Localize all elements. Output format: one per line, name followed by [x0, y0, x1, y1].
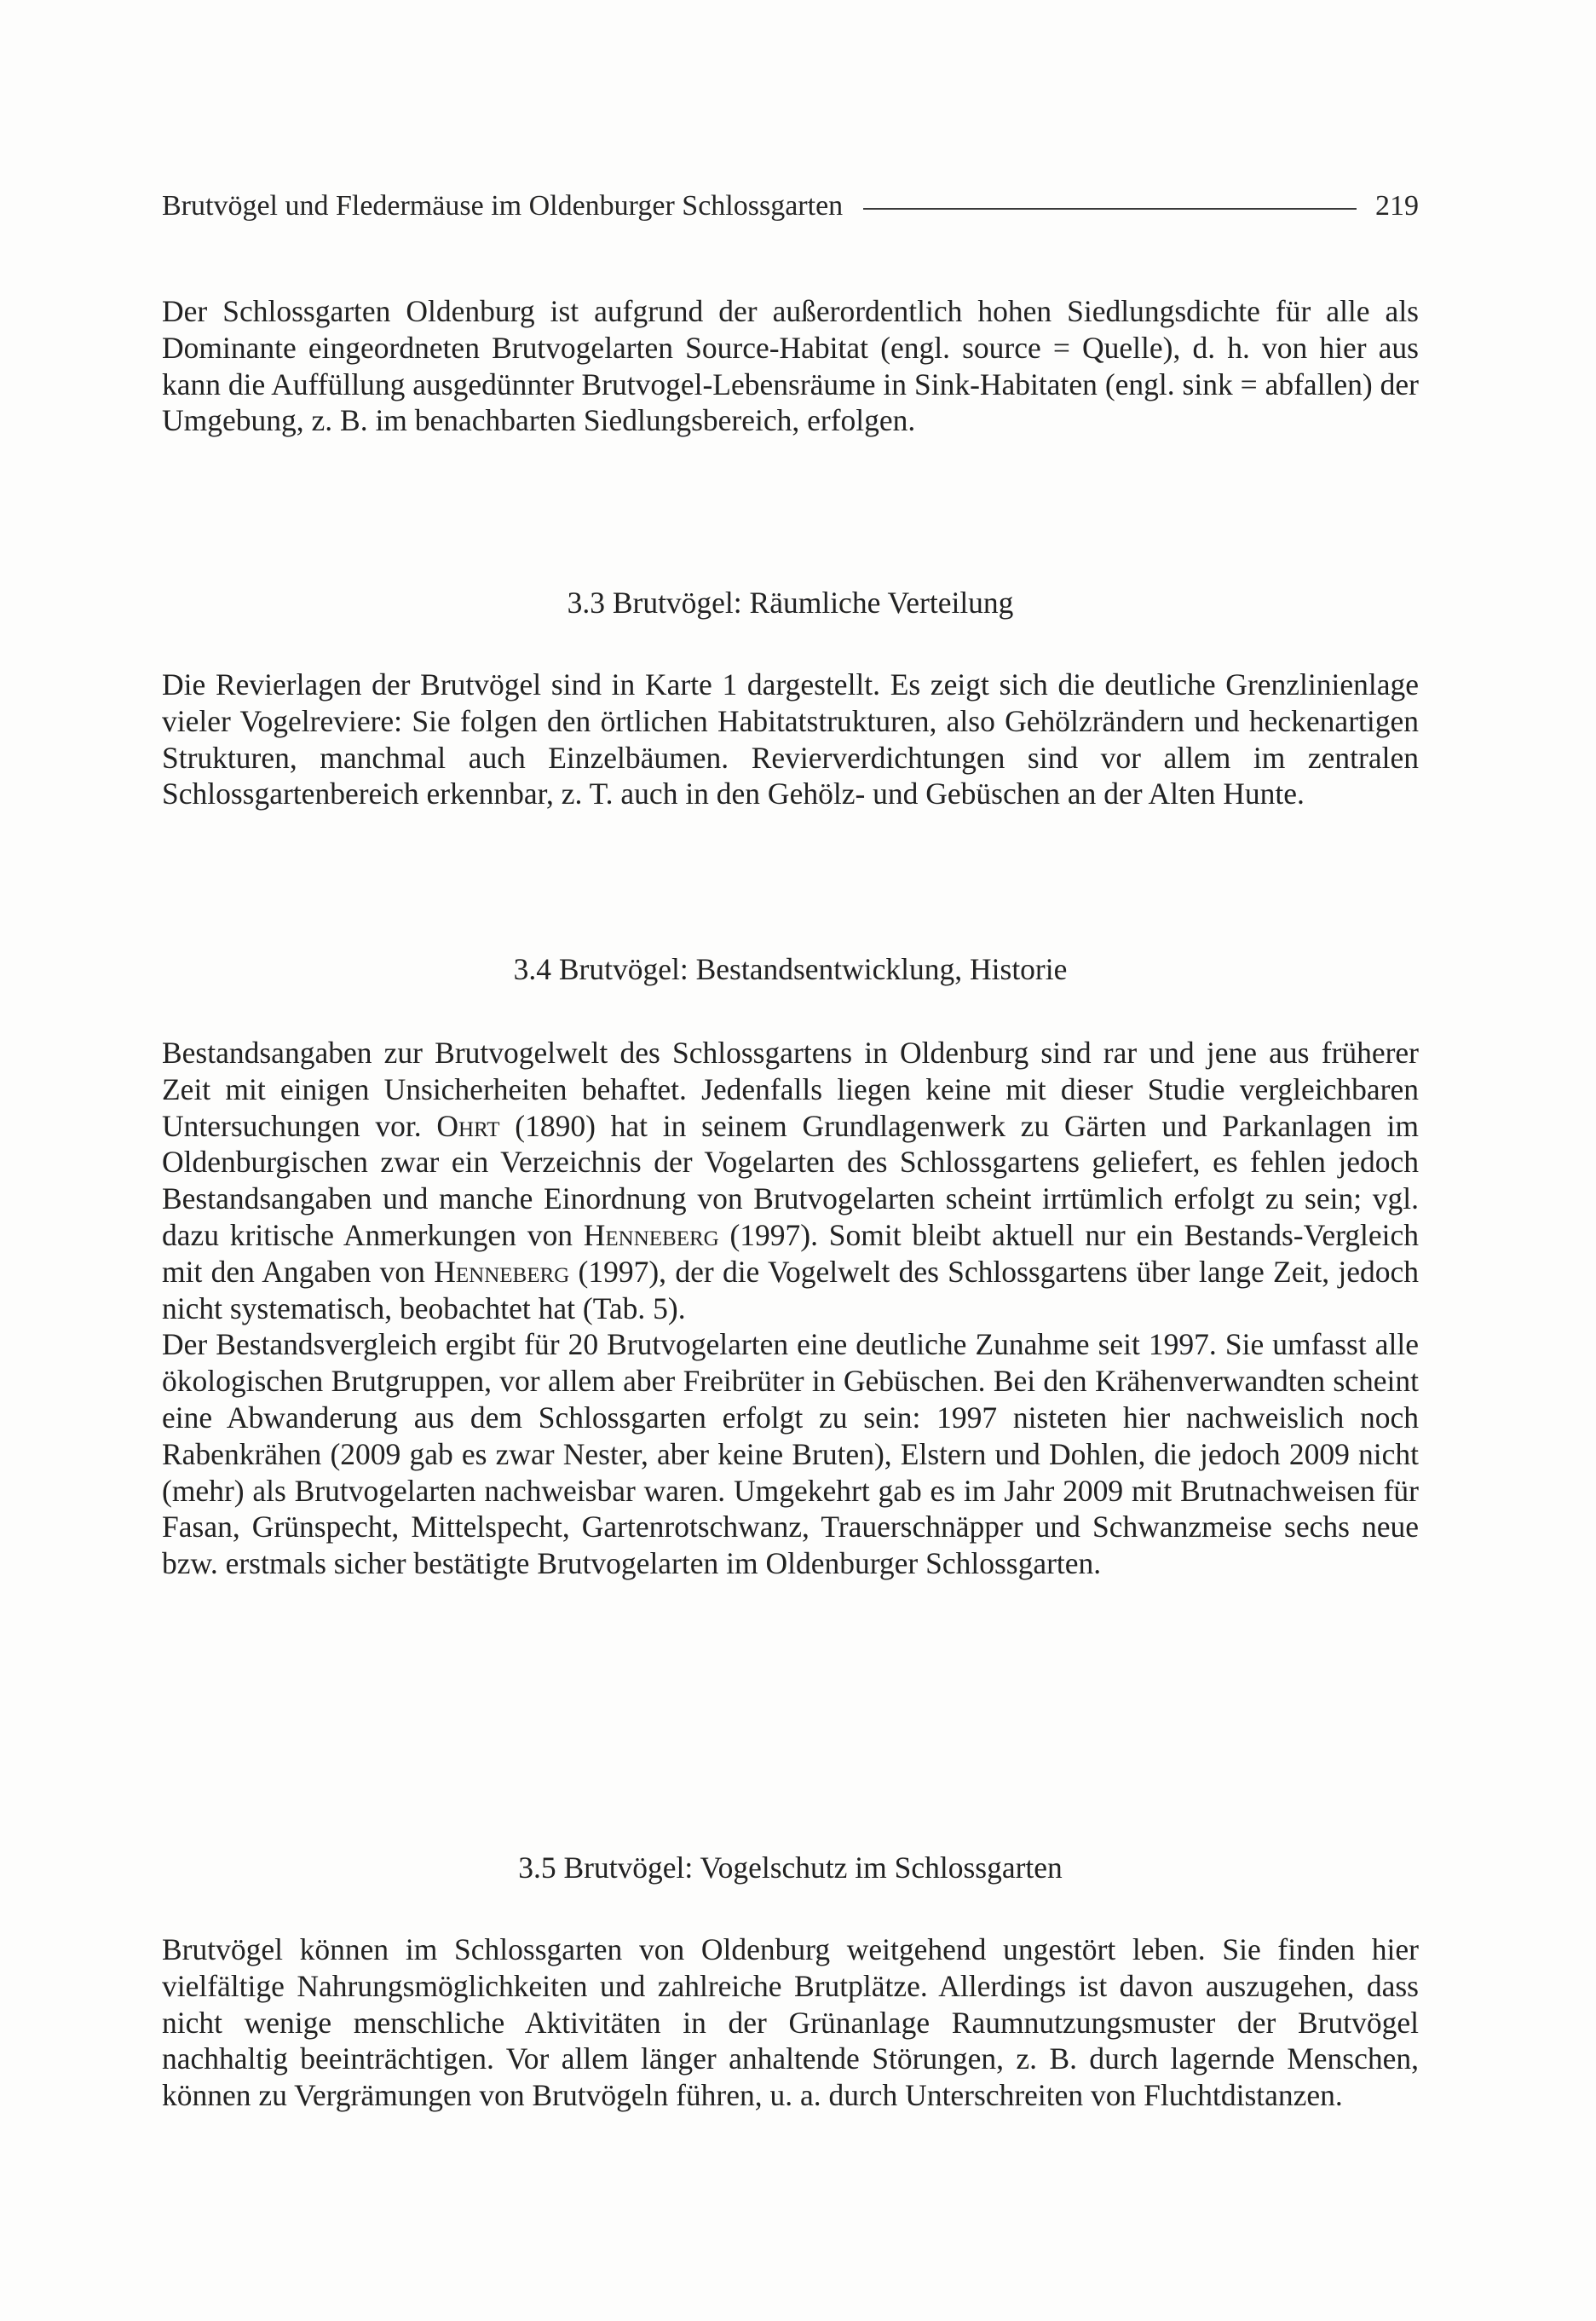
page-number: 219 [1375, 190, 1419, 222]
running-head-title: Brutvögel und Fledermäuse im Oldenburger Schlossgarten [162, 190, 844, 222]
paragraph-text: (1997). Somit bleibt aktuell nur ein Bestands-Vergleich mit den Angaben von [162, 1217, 1419, 1289]
section-3-3-body [162, 667, 1419, 812]
intro-paragraph: Der Schlossgarten Oldenburg ist aufgrund der außerordentlich hohen Siedlungsdichte für alle als Dominante eingeordneten Brutvogelarten Source-Habitat (engl. source = Quelle), d. h. von hier aus kann die Auffüllung ausgedünnter Brutvogel-Lebensräume in Sink-Habitaten (engl. sink = abfallen) der Umgebung, z. B. im benachbarten Siedlungsbereich, erfolgen. [162, 294, 1419, 438]
paragraph-text: Bestandsangaben zur Brutvogelwelt des Schlossgartens in Oldenburg sind rar und jene aus früherer Zeit mit einigen Unsicherheiten behaftet. Jedenfalls liegen keine mit dieser Studie vergleichbaren Untersuchungen vor. [162, 1036, 1419, 1143]
section-3-5-body [162, 1931, 1419, 2114]
section-3-3-paragraph: Die Revierlagen der Brutvögel sind in Karte 1 dargestellt. Es zeigt sich die deutliche Grenzlinienlage vieler Vogelreviere: Sie folgen den örtlichen Habitatstrukturen, also Gehölzrändern und heckenartigen Strukturen, manchmal auch Einzelbäumen. Revierverdichtungen sind vor allem im zentralen Schlossgartenbereich erkennbar, z. T. auch in den Gehölz- und Gebüschen an der Alten Hunte. [162, 667, 1419, 811]
paragraph-text: (1890) hat in seinem Grundlagenwerk zu Gärten und Parkanlagen im Oldenburgischen zwar ein Verzeichnis der Vogelarten des Schlossgartens geliefert, es fehlen jedoch Bestandsangaben und manche Einordnung von Brutvogelarten scheint irrtümlich erfolgt zu sein; vgl. dazu kritische Anmerkungen von [162, 1108, 1419, 1252]
author-citation: Ohrt [436, 1108, 500, 1143]
section-3-4-paragraph-2: Der Bestandsvergleich ergibt für 20 Brutvogelarten eine deutliche Zunahme seit 1997. Sie umfasst alle ökologischen Brutgruppen, vor allem aber Freibrüter in Gebüschen. Bei den Krähenverwandten scheint eine Abwanderung aus dem Schlossgarten erfolgt zu sein: 1997 nisteten hier nachweislich noch Rabenkrähen (2009 gab es zwar Nester, aber keine Bruten), Elstern und Dohlen, die jedoch 2009 nicht (mehr) als Brutvogelarten nachweisbar waren. Umgekehrt gab es im Jahr 2009 mit Brutnachweisen für Fasan, Grünspecht, Mittelspecht, Gartenrotschwanz, Trauerschnäpper und Schwanzmeise sechs neue bzw. erstmals sicher bestätigte Brutvogelarten im Oldenburger Schlossgarten. [162, 1327, 1419, 1581]
section-3-5-paragraph: Brutvögel können im Schlossgarten von Oldenburg weitgehend ungestört leben. Sie finden hier vielfältige Nahrungsmöglichkeiten und zahlreiche Brutplätze. Allerdings ist davon auszugehen, dass nicht wenige menschliche Aktivitäten in der Grünanlage Raumnutzungsmuster der Brutvögel nachhaltig beeinträchtigen. Vor allem länger anhaltende Störungen, z. B. durch lagernde Menschen, können zu Vergrämungen von Brutvögeln führen, u. a. durch Unterschreiten von Fluchtdistanzen. [162, 1932, 1419, 2113]
section-3-4-heading: 3.4 Brutvögel: Bestandsentwicklung, Historie [513, 952, 1068, 986]
section-3-4-body [162, 1035, 1419, 1582]
section-3-5-heading: 3.5 Brutvögel: Vogelschutz im Schlossgarten [518, 1850, 1063, 1885]
section-3-3-heading: 3.3 Brutvögel: Räumliche Verteilung [567, 586, 1014, 620]
running-head [162, 189, 1419, 223]
author-citation: Henneberg [583, 1217, 719, 1252]
running-head-rule [863, 208, 1357, 210]
section-3-4-paragraph-1 [162, 1035, 1419, 1326]
author-citation: Henneberg [434, 1254, 570, 1289]
paragraph-text: (1997), der die Vogelwelt des Schlossgartens über lange Zeit, jedoch nicht systematisch, beobachtet hat (Tab. 5). [162, 1254, 1419, 1325]
intro-paragraph-block [162, 293, 1419, 439]
